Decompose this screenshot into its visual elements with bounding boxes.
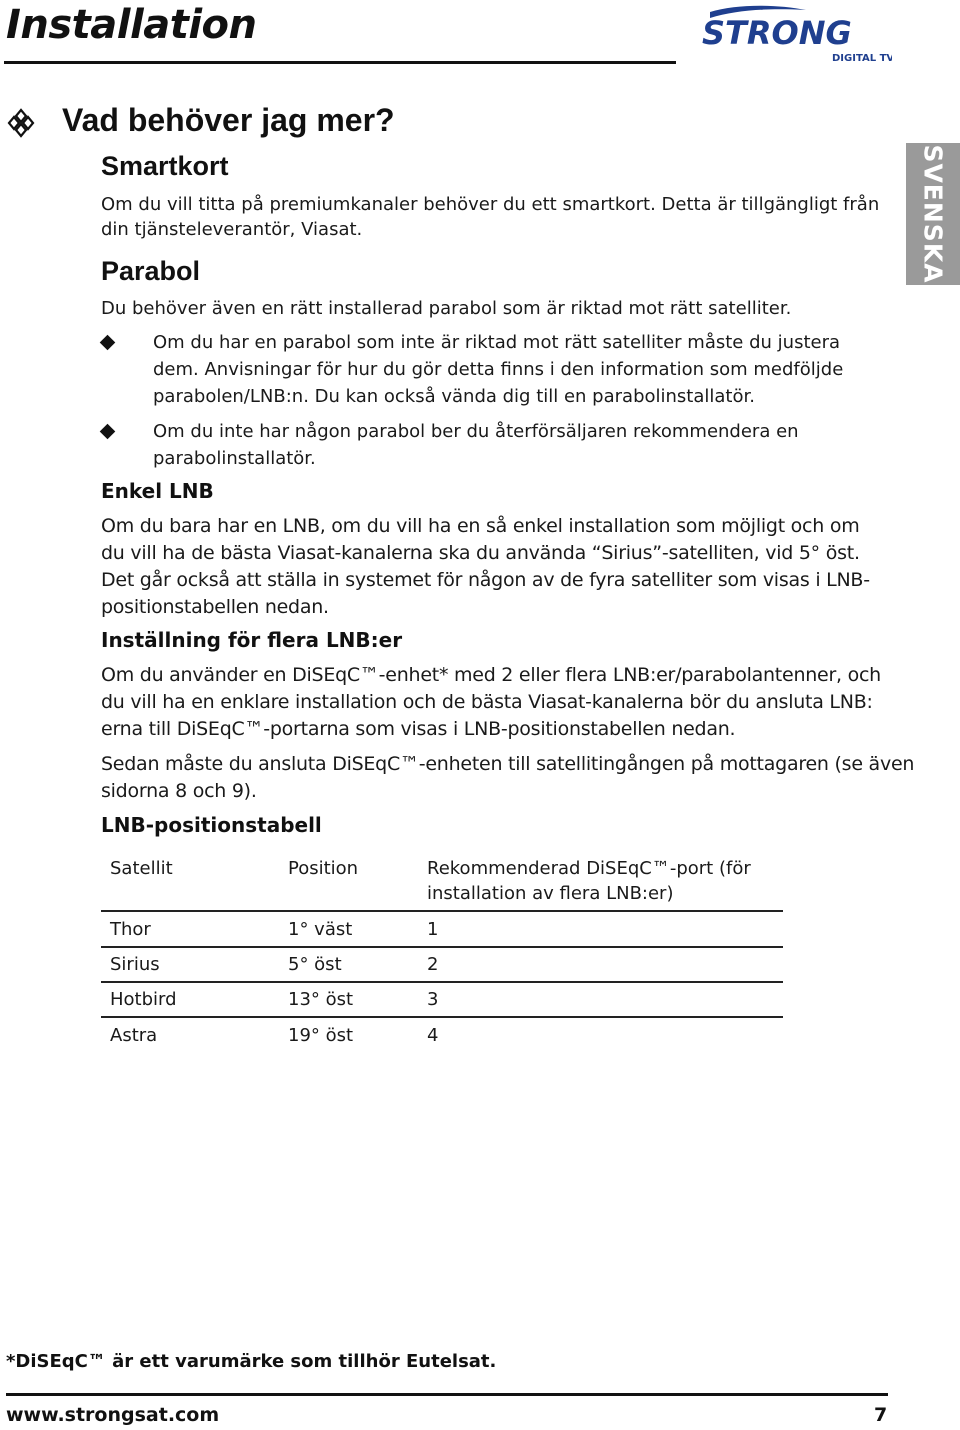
flera-lnb-para1-line-2: du vill ha en enklare installation och de bästa Viasat-kanalerna bör du ansluta LNB: xyxy=(101,691,873,713)
bullet-icon xyxy=(100,335,116,351)
flera-lnb-heading: Inställning för flera LNB:er xyxy=(101,628,403,652)
enkel-lnb-heading: Enkel LNB xyxy=(101,479,214,503)
table-cell: Thor xyxy=(110,919,151,940)
enkel-lnb-line-2: du vill ha de bästa Viasat-kanalerna ska du använda “Sirius”-satelliten, vid 5° öst. xyxy=(101,542,860,564)
table-cell: 1 xyxy=(427,919,439,940)
table-header-port-line-1: Rekommenderad DiSEqC™-port (för xyxy=(427,858,751,879)
table-header-position: Position xyxy=(288,858,359,879)
smartkort-line-1: Om du vill titta på premiumkanaler behöver du ett smartkort. Detta är tillgängligt från xyxy=(101,194,880,215)
four-diamonds-icon xyxy=(6,108,36,142)
table-cell: 2 xyxy=(427,954,439,975)
table-header-satellit: Satellit xyxy=(110,858,173,879)
section-title: Vad behöver jag mer? xyxy=(62,102,395,138)
enkel-lnb-line-1: Om du bara har en LNB, om du vill ha en så enkel installation som möjligt och om xyxy=(101,515,860,537)
enkel-lnb-line-3: Det går också att ställa in systemet för någon av de fyra satelliter som visas i LNB- xyxy=(101,569,870,591)
bullet-icon xyxy=(100,424,116,440)
table-cell: Astra xyxy=(110,1025,158,1046)
table-cell: 1° väst xyxy=(288,919,353,940)
header-rule xyxy=(4,61,676,64)
table-rule xyxy=(101,981,783,983)
table-cell: 5° öst xyxy=(288,954,342,975)
parabol-bullet-1-line-1: Om du har en parabol som inte är riktad mot rätt satelliter måste du justera xyxy=(153,332,841,353)
smartkort-heading: Smartkort xyxy=(101,151,229,181)
table-cell: 3 xyxy=(427,989,439,1010)
smartkort-line-2: din tjänsteleverantör, Viasat. xyxy=(101,219,363,240)
footnote: *DiSEqC™ är ett varumärke som tillhör Eutelsat. xyxy=(6,1351,497,1372)
language-tab-label: SVENSKA xyxy=(918,144,948,284)
lnb-table-heading: LNB-positionstabell xyxy=(101,813,322,837)
flera-lnb-para1-line-1: Om du använder en DiSEqC™-enhet* med 2 eller flera LNB:er/parabolantenner, och xyxy=(101,664,881,686)
parabol-intro: Du behöver även en rätt installerad parabol som är riktad mot rätt satelliter. xyxy=(101,298,792,319)
language-tab xyxy=(906,143,960,285)
svg-text:DIGITAL TV: DIGITAL TV xyxy=(832,53,892,64)
parabol-bullet-2-line-2: parabolinstallatör. xyxy=(153,448,316,469)
parabol-bullet-1-line-3: parabolen/LNB:n. Du kan också vända dig till en parabolinstallatör. xyxy=(153,386,755,407)
table-header-port-line-2: installation av flera LNB:er) xyxy=(427,883,674,904)
parabol-bullet-1-line-2: dem. Anvisningar för hur du gör detta finns i den information som medföljde xyxy=(153,359,844,380)
enkel-lnb-line-4: positionstabellen nedan. xyxy=(101,596,329,618)
table-rule xyxy=(101,946,783,948)
flera-lnb-para2-line-2: sidorna 8 och 9). xyxy=(101,780,257,802)
flera-lnb-para2-line-1: Sedan måste du ansluta DiSEqC™-enheten till satellitingången på mottagaren (se även xyxy=(101,753,915,775)
page-number: 7 xyxy=(874,1404,888,1426)
parabol-heading: Parabol xyxy=(101,256,201,286)
table-cell: 4 xyxy=(427,1025,439,1046)
table-cell: 13° öst xyxy=(288,989,354,1010)
parabol-bullet-2-line-1: Om du inte har någon parabol ber du återförsäljaren rekommendera en xyxy=(153,421,799,442)
table-cell: Hotbird xyxy=(110,989,177,1010)
table-cell: Sirius xyxy=(110,954,160,975)
table-rule xyxy=(101,910,783,912)
website-link[interactable]: www.strongsat.com xyxy=(6,1404,220,1426)
table-rule xyxy=(101,1016,783,1018)
flera-lnb-para1-line-3: erna till DiSEqC™-portarna som visas i LNB-positionstabellen nedan. xyxy=(101,718,736,740)
strong-logo xyxy=(696,4,892,66)
footer-rule xyxy=(6,1393,888,1396)
svg-text:STRONG: STRONG xyxy=(702,14,852,52)
table-cell: 19° öst xyxy=(288,1025,354,1046)
page-title: Installation xyxy=(6,2,257,48)
